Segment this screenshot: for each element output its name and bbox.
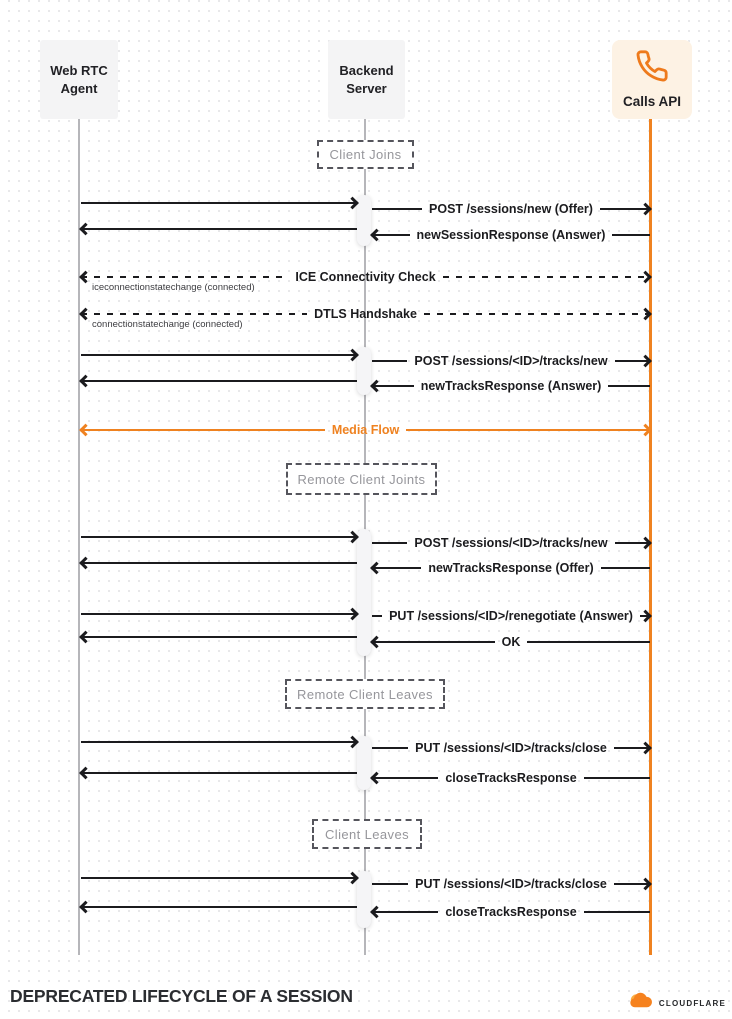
arrow-webrtc-to-backend: [81, 348, 357, 362]
arrowhead-left-icon: [370, 636, 383, 649]
arrow-put-renegotiate: [372, 609, 650, 623]
arrow-backend-to-webrtc: [81, 630, 357, 644]
arrow-webrtc-to-backend: [81, 196, 357, 210]
arrowhead-right-icon: [346, 531, 359, 544]
message-label: newTracksResponse (Offer): [428, 560, 594, 575]
arrowhead-left-icon: [79, 557, 92, 570]
message-label: POST /sessions/<ID>/tracks/new: [414, 535, 608, 550]
page-title: DEPRECATED LIFECYCLE OF A SESSION: [10, 986, 353, 1006]
arrowhead-right-icon: [639, 203, 652, 216]
message-label: Media Flow: [331, 422, 400, 437]
arrowhead-left-icon: [370, 772, 383, 785]
arrow-backend-to-webrtc: [81, 374, 357, 388]
arrow-webrtc-to-backend: [81, 871, 357, 885]
activation-bar: [357, 529, 371, 656]
arrowhead-right-icon: [346, 872, 359, 885]
section-client-joins: [317, 140, 414, 169]
arrow-post-tracks-new: [372, 354, 650, 368]
arrow-webrtc-to-backend: [81, 735, 357, 749]
arrowhead-right-icon: [639, 424, 652, 437]
arrow-backend-to-webrtc: [81, 900, 357, 914]
actor-label: Backend Server: [339, 62, 394, 96]
cloudflare-logo: [629, 992, 726, 1014]
arrowhead-left-icon: [370, 562, 383, 575]
arrowhead-left-icon: [79, 308, 92, 321]
phone-icon: [635, 49, 669, 88]
event-connectionstatechange: connectionstatechange (connected): [92, 319, 243, 330]
section-label: Remote Client Joints: [297, 471, 426, 487]
arrowhead-right-icon: [346, 197, 359, 210]
message-label: POST /sessions/<ID>/tracks/new: [414, 353, 608, 368]
arrowhead-left-icon: [79, 767, 92, 780]
arrowhead-right-icon: [639, 308, 652, 321]
arrow-media-flow: [81, 423, 650, 437]
cloudflare-cloud-icon: [629, 992, 656, 1014]
actor-backend-server: [328, 40, 405, 119]
arrow-webrtc-to-backend: [81, 530, 357, 544]
actor-label: Web RTC Agent: [50, 62, 108, 96]
arrow-new-tracks-response: [372, 561, 650, 575]
arrow-close-tracks-response: [372, 771, 650, 785]
arrowhead-right-icon: [346, 736, 359, 749]
message-label: OK: [501, 634, 521, 649]
section-label: Remote Client Leaves: [297, 686, 433, 702]
arrowhead-left-icon: [79, 223, 92, 236]
message-label: closeTracksResponse: [445, 904, 577, 919]
message-label: newSessionResponse (Answer): [416, 227, 606, 242]
arrow-post-sessions-new: [372, 202, 650, 216]
section-remote-client-leaves: [285, 679, 445, 709]
arrowhead-left-icon: [79, 271, 92, 284]
message-label: newTracksResponse (Answer): [420, 378, 602, 393]
arrow-put-tracks-close: [372, 877, 650, 891]
arrow-backend-to-webrtc: [81, 556, 357, 570]
actor-label: Calls API: [622, 93, 682, 109]
message-label: DTLS Handshake: [314, 306, 417, 321]
activation-bar: [357, 871, 371, 928]
arrowhead-left-icon: [370, 906, 383, 919]
message-label: PUT /sessions/<ID>/renegotiate (Answer): [389, 608, 633, 623]
arrow-backend-to-webrtc: [81, 766, 357, 780]
arrowhead-right-icon: [639, 742, 652, 755]
activation-bar: [357, 347, 371, 395]
section-label: Client Joins: [329, 147, 402, 162]
arrow-put-tracks-close: [372, 741, 650, 755]
actor-calls-api: [612, 40, 692, 119]
arrow-ok: [372, 635, 650, 649]
actor-webrtc-agent: [40, 40, 118, 119]
message-label: ICE Connectivity Check: [295, 269, 436, 284]
cloudflare-wordmark: CLOUDFLARE: [658, 998, 726, 1008]
arrowhead-right-icon: [639, 537, 652, 550]
activation-bar: [357, 736, 371, 790]
arrowhead-left-icon: [79, 631, 92, 644]
message-label: PUT /sessions/<ID>/tracks/close: [415, 740, 607, 755]
message-label: POST /sessions/new (Offer): [429, 201, 593, 216]
arrowhead-left-icon: [79, 424, 92, 437]
message-label: closeTracksResponse: [445, 770, 577, 785]
arrowhead-right-icon: [639, 610, 652, 623]
arrow-webrtc-to-backend: [81, 607, 357, 621]
arrowhead-right-icon: [639, 878, 652, 891]
arrowhead-right-icon: [639, 355, 652, 368]
arrowhead-right-icon: [639, 271, 652, 284]
arrow-post-tracks-new: [372, 536, 650, 550]
lifeline-webrtc-agent: [78, 119, 80, 955]
section-remote-client-joins: [286, 463, 437, 495]
section-client-leaves: [312, 819, 422, 849]
event-iceconnectionstatechange: iceconnectionstatechange (connected): [92, 282, 255, 293]
arrowhead-left-icon: [79, 375, 92, 388]
arrow-backend-to-webrtc: [81, 222, 357, 236]
arrowhead-right-icon: [346, 349, 359, 362]
message-label: PUT /sessions/<ID>/tracks/close: [415, 876, 607, 891]
arrowhead-left-icon: [79, 901, 92, 914]
arrowhead-left-icon: [370, 229, 383, 242]
arrow-new-session-response: [372, 228, 650, 242]
arrowhead-right-icon: [346, 608, 359, 621]
arrow-new-tracks-response: [372, 379, 650, 393]
arrow-close-tracks-response: [372, 905, 650, 919]
arrowhead-left-icon: [370, 380, 383, 393]
section-label: Client Leaves: [325, 826, 409, 842]
